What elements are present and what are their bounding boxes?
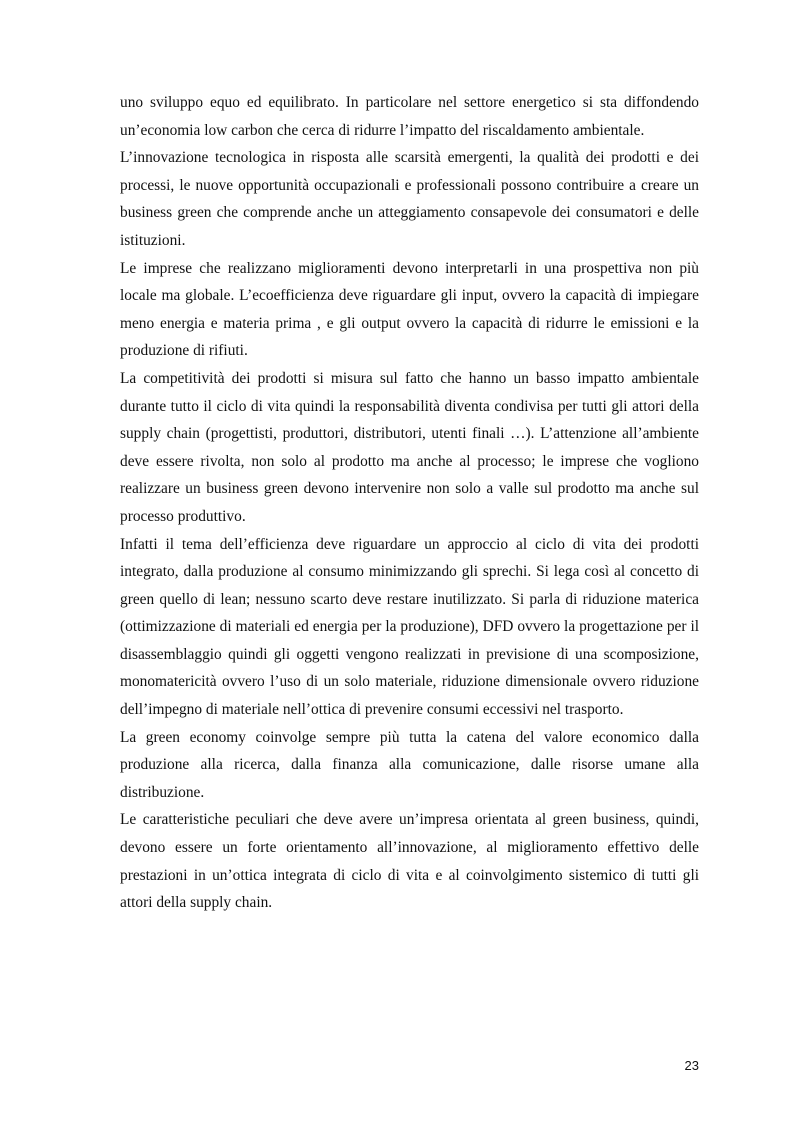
paragraph-3: Le imprese che realizzano miglioramenti devono interpretarli in una prospettiva non più locale ma globale. L’ecoefficienza deve riguardare gli input, ovvero la capacità di impiegare meno energia e materia prima , e gli output ovvero la capacità di ridurre le emissioni e la produzione di rifiuti. (120, 259, 699, 360)
paragraph-1: uno sviluppo equo ed equilibrato. In particolare nel settore energetico si sta diffondendo un’economia low carbon che cerca di ridurre l’impatto del riscaldamento ambientale. (120, 94, 699, 139)
page-number: 23 (684, 1058, 699, 1073)
paragraph-4: La competitività dei prodotti si misura sul fatto che hanno un basso impatto ambientale durante tutto il ciclo di vita quindi la responsabilità diventa condivisa per tutti gli attori della supply chain (progettisti, produttori, distributori, utenti finali …). L’attenzione all’ambiente deve essere rivolta, non solo al prodotto ma anche al processo; le imprese che vogliono realizzare un business green devono intervenire non solo a valle sul prodotto ma anche sul processo produttivo. (120, 369, 699, 525)
paragraph-2: L’innovazione tecnologica in risposta alle scarsità emergenti, la qualità dei prodotti e dei processi, le nuove opportunità occupazionali e professionali possono contribuire a creare un business green che comprende anche un atteggiamento consapevole dei consumatori e delle istituzioni. (120, 149, 699, 249)
paragraph-6: La green economy coinvolge sempre più tutta la catena del valore economico dalla produzione alla ricerca, dalla finanza alla comunicazione, dalle risorse umane alla distribuzione. (120, 728, 699, 801)
paragraph-7: Le caratteristiche peculiari che deve avere un’impresa orientata al green business, quindi, devono essere un forte orientamento all’innovazione, al miglioramento effettivo delle prestazioni in un’ottica integrata di ciclo di vita e al coinvolgimento sistemico di tutti gli attori della supply chain. (120, 811, 699, 912)
paragraph-5: Infatti il tema dell’efficienza deve riguardare un approccio al ciclo di vita dei prodotti integrato, dalla produzione al consumo minimizzando gli sprechi. Si lega così al concetto di green quello di lean; nessuno scarto deve restare inutilizzato. Si parla di riduzione materica (ottimizzazione di materiali ed energia per la produzione), DFD ovvero la progettazione per il disassemblaggio quindi gli oggetti vengono realizzati in previsione di una scomposizione, monomatericità ovvero l’uso di un solo materiale, riduzione dimensionale ovvero riduzione dell’impegno di materiale nell’ottica di prevenire consumi eccessivi nel trasporto. (120, 535, 699, 719)
body-text (120, 89, 699, 917)
